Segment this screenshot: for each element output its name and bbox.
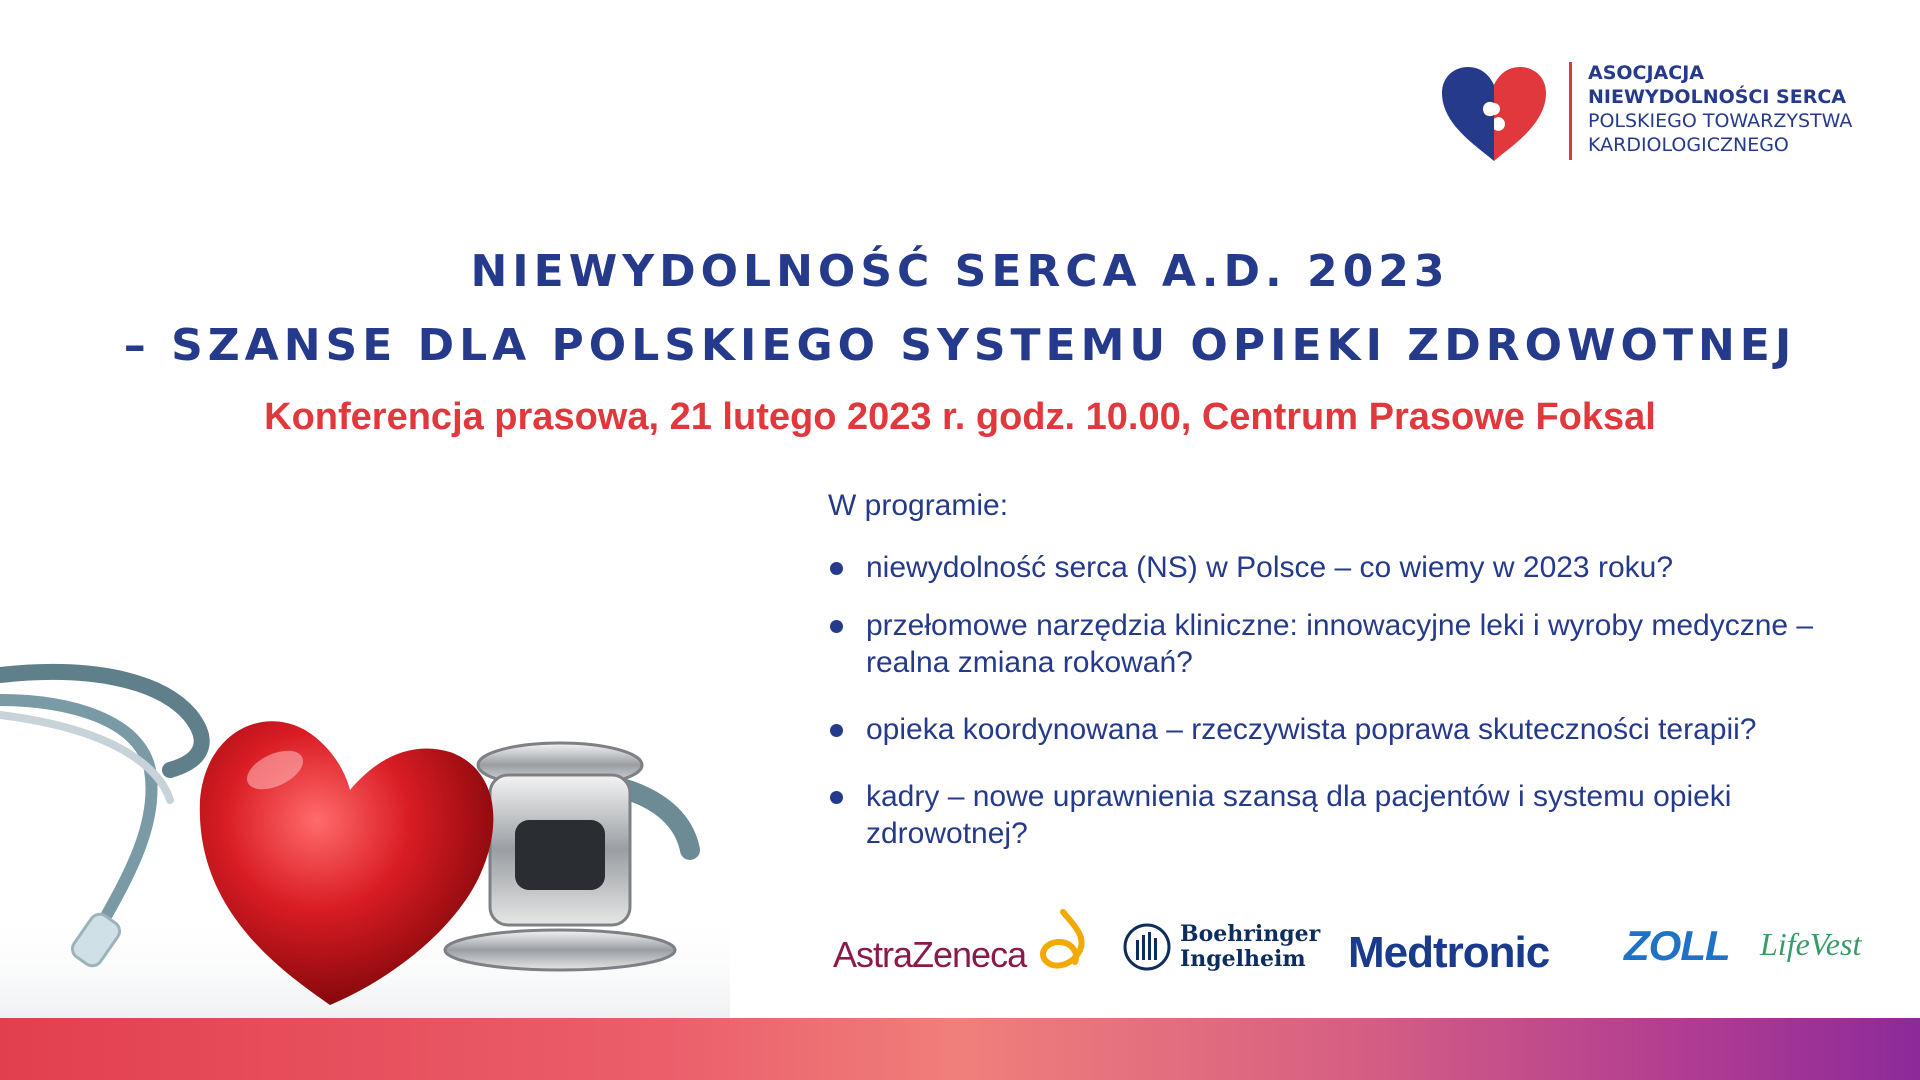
heart-puzzle-icon xyxy=(1438,63,1550,163)
association-logo xyxy=(1438,58,1858,168)
list-item-text: kadry – nowe uprawnienia szansą dla pacjentów i systemu opieki zdrowotnej? xyxy=(866,780,1732,850)
program-heading: W programie: xyxy=(828,489,1009,522)
page-title xyxy=(0,235,1920,383)
boehringer-line-2: Ingelheim xyxy=(1180,946,1306,972)
list-item xyxy=(828,778,1888,852)
bullet-icon xyxy=(830,724,843,737)
list-item-text: opieka koordynowana – rzeczywista poprawa skuteczności terapii? xyxy=(866,713,1757,746)
logo-line-2: NIEWYDOLNOŚCI SERCA xyxy=(1588,86,1847,108)
list-item xyxy=(828,711,1888,748)
astrazeneca-logo: AstraZeneca xyxy=(833,934,1027,975)
event-subtitle: Konferencja prasowa, 21 lutego 2023 r. godz. 10.00, Centrum Prasowe Foksal xyxy=(264,396,1656,438)
program-list xyxy=(828,549,1888,852)
logo-divider xyxy=(1569,62,1572,160)
logo-line-4: KARDIOLOGICZNEGO xyxy=(1588,134,1789,156)
logo-line-3: POLSKIEGO TOWARZYSTWA xyxy=(1588,110,1853,132)
boehringer-line-1: Boehringer xyxy=(1180,921,1321,947)
list-item xyxy=(828,549,1888,586)
sponsor-logos xyxy=(0,900,1920,990)
astrazeneca-symbol-icon xyxy=(1035,908,1091,974)
title-line-1: NIEWYDOLNOŚĆ SERCA A.D. 2023 xyxy=(470,246,1450,297)
boehringer-logo xyxy=(1180,922,1320,972)
list-item-text: niewydolność serca (NS) w Polsce – co wiemy w 2023 roku? xyxy=(866,551,1673,584)
title-line-2: – SZANSE DLA POLSKIEGO SYSTEMU OPIEKI ZDROWOTNEJ xyxy=(123,320,1797,371)
bottom-gradient-bar xyxy=(0,1018,1920,1080)
logo-text xyxy=(1588,61,1852,157)
list-item-text: przełomowe narzędzia kliniczne: innowacyjne leki i wyroby medyczne – realna zmiana rokowań? xyxy=(866,609,1814,679)
boehringer-symbol-icon xyxy=(1122,922,1172,972)
list-item xyxy=(828,607,1888,681)
bullet-icon xyxy=(830,620,843,633)
medtronic-logo: Medtronic xyxy=(1348,928,1550,977)
lifevest-logo: LifeVest xyxy=(1760,926,1862,962)
bullet-icon xyxy=(830,562,843,575)
program-section xyxy=(828,487,1888,881)
bullet-icon xyxy=(830,791,843,804)
logo-line-1: ASOCJACJA xyxy=(1588,62,1704,84)
zoll-logo: ZOLL xyxy=(1624,922,1730,969)
